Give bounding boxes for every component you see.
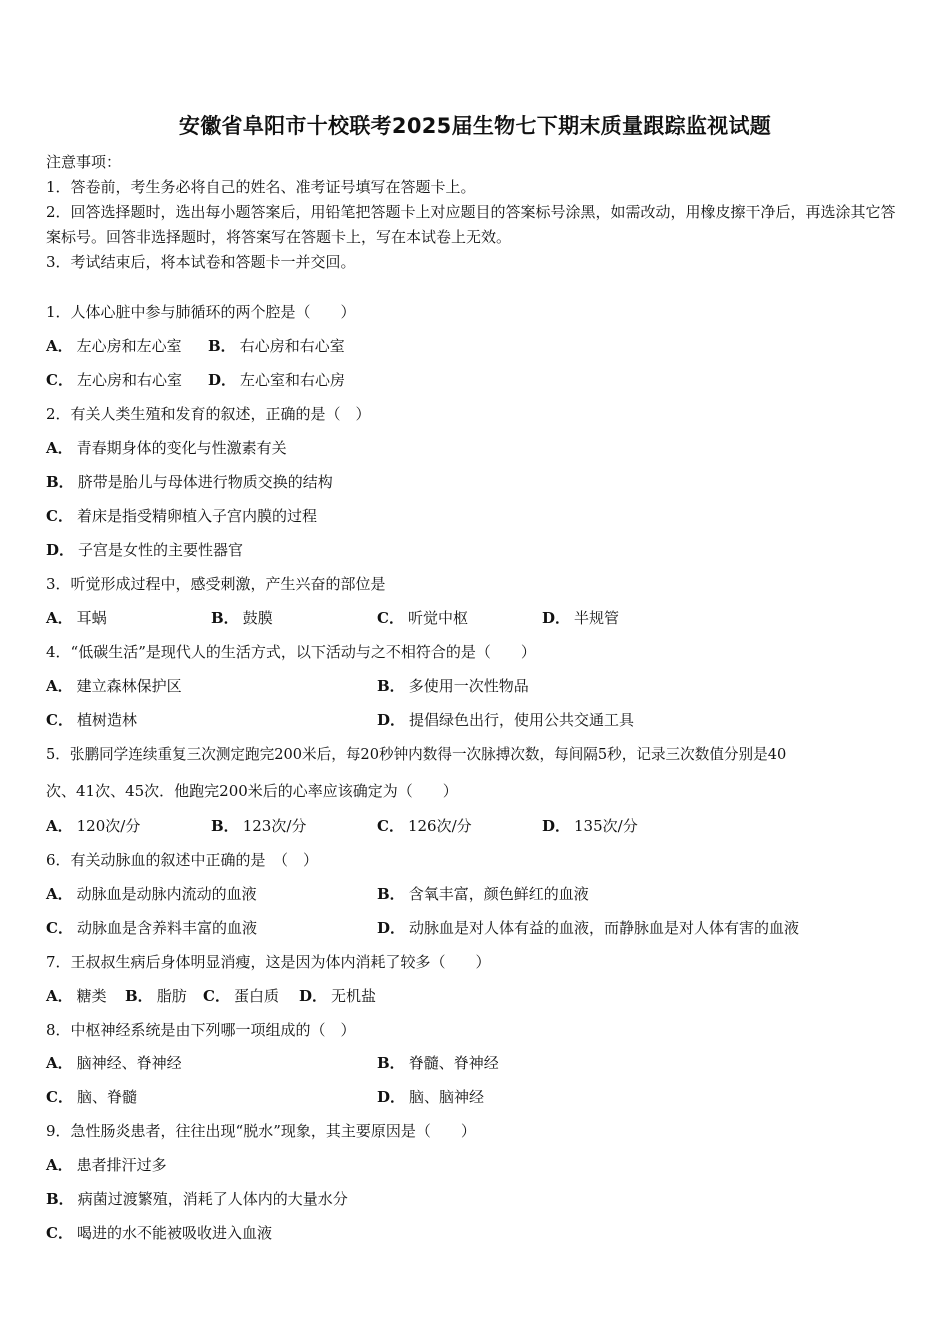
option: A． 患者排汗过多 [46,1156,167,1174]
option: B． 123次/分 [211,817,307,835]
option: C． 喝进的水不能被吸收进入血液 [46,1224,272,1242]
question-stem: 5．张鹏同学连续重复三次测定跑完200米后，每20秒钟内数得一次脉搏次数，每间隔5秒，记录三次数值分别是40 [46,746,787,763]
option: B． 脂肪 [125,987,187,1005]
option: C． 着床是指受精卵植入子宫内膜的过程 [46,507,317,525]
option: C． 动脉血是含养料丰富的血液 [46,919,257,937]
option: C． 脑、脊髓 [46,1088,137,1106]
option: C． 126次/分 [377,817,472,835]
page-title: 安徽省阜阳市十校联考2025届生物七下期末质量跟踪监视试题 [178,114,772,138]
question-stem: 7．王叔叔生病后身体明显消瘦，这是因为体内消耗了较多（ ） [46,953,491,971]
option: A． 青春期身体的变化与性激素有关 [46,439,287,457]
option: C． 听觉中枢 [377,609,468,627]
question-stem: 2．有关人类生殖和发育的叙述，正确的是（ ） [46,405,371,423]
option: A． 左心房和左心室 [46,337,182,355]
option: D． 子宫是女性的主要性器官 [46,541,244,559]
option: A． 动脉血是动脉内流动的血液 [46,885,257,903]
option: C． 植树造林 [46,711,137,729]
option: B． 脊髓、脊神经 [377,1054,499,1072]
question-stem: 6．有关动脉血的叙述中正确的是 （ ） [46,851,319,869]
question-stem: 8．中枢神经系统是由下列哪一项组成的（ ） [46,1021,356,1039]
option: A． 耳蜗 [46,609,107,627]
option: D． 左心室和右心房 [208,371,346,389]
option: D． 无机盐 [299,987,377,1005]
option: D． 135次/分 [542,817,638,835]
notice-item: 1．答卷前，考生务必将自己的姓名、准考证号填写在答题卡上。 [46,178,476,196]
option: C． 左心房和右心室 [46,371,182,389]
option: B． 脐带是胎儿与母体进行物质交换的结构 [46,473,333,491]
question-stem: 9．急性肠炎患者，往往出现“脱水”现象，其主要原因是（ ） [46,1122,476,1140]
notice-section [46,150,906,275]
option: B． 含氧丰富，颜色鲜红的血液 [377,885,589,903]
option: A． 建立森林保护区 [46,677,182,695]
question-stem: 4．“低碳生活”是现代人的生活方式，以下活动与之不相符合的是（ ） [46,643,536,661]
option: A． 脑神经、脊神经 [46,1054,182,1072]
notice-item: 3．考试结束后，将本试卷和答题卡一并交回。 [46,253,356,271]
question-stem: 3．听觉形成过程中，感受刺激，产生兴奋的部位是 [46,575,386,593]
option: A． 120次/分 [46,817,141,835]
option: B． 鼓膜 [211,609,273,627]
option: C． 蛋白质 [203,987,279,1005]
option: D． 半规管 [542,609,620,627]
option: A． 糖类 [46,987,107,1005]
option: D． 动脉血是对人体有益的血液，而静脉血是对人体有害的血液 [377,919,800,937]
option: D． 脑、脑神经 [377,1088,485,1106]
notice-item: 2．回答选择题时，选出每小题答案后，用铅笔把答题卡上对应题目的答案标号涂黑，如需改动，用橡皮擦干净后，再选涂其它答案标号。回答非选择题时，将答案写在答题卡上，写在本试卷上无效。 [46,203,896,246]
option: B． 病菌过渡繁殖，消耗了人体内的大量水分 [46,1190,348,1208]
option: B． 多使用一次性物品 [377,677,529,695]
question-stem-continued: 次、41次、45次．他跑完200米后的心率应该确定为（ ） [46,782,458,800]
option: D． 提倡绿色出行，使用公共交通工具 [377,711,635,729]
option: B． 右心房和右心室 [208,337,345,355]
notice-heading: 注意事项： [46,153,122,171]
question-stem: 1．人体心脏中参与肺循环的两个腔是（ ） [46,303,356,321]
